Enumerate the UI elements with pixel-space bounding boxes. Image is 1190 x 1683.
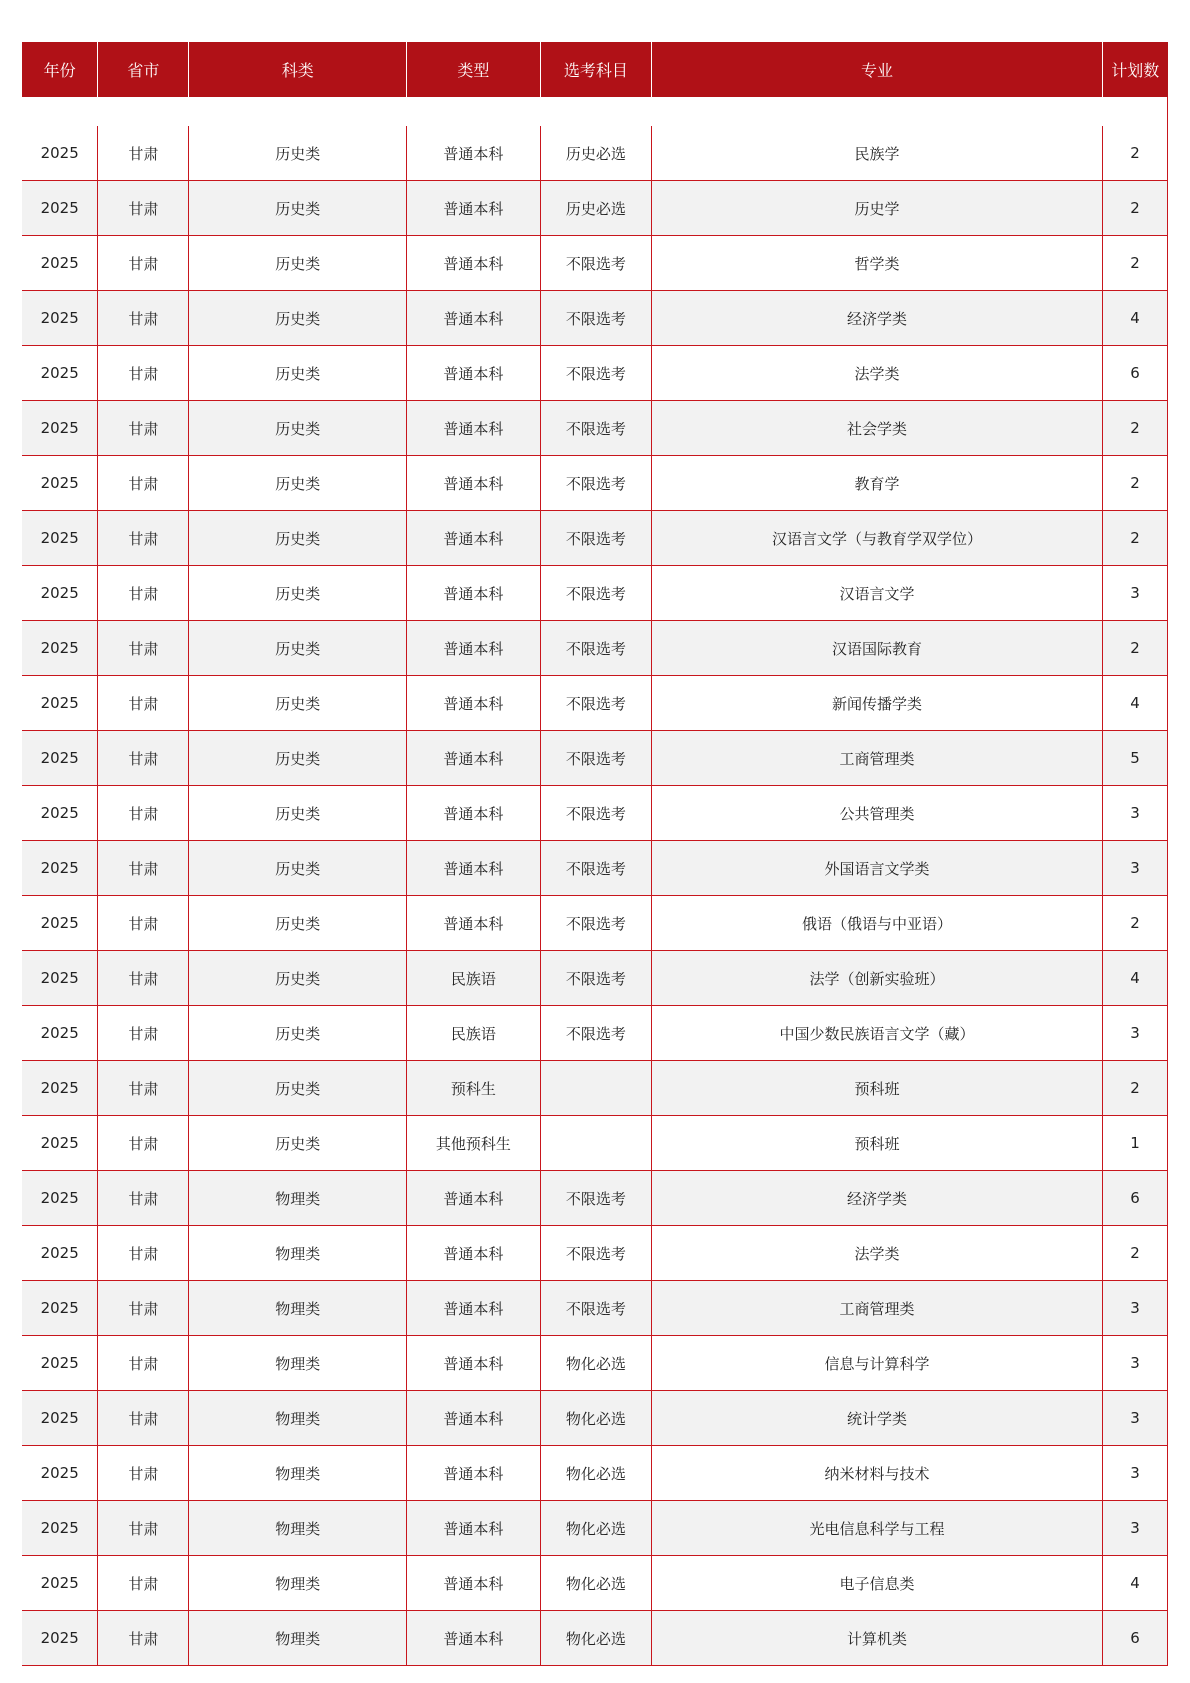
cell-plan-count: 3	[1102, 1391, 1167, 1446]
cell-major: 法学类	[652, 1226, 1103, 1281]
cell-type: 普通本科	[407, 291, 540, 346]
cell-required-subjects: 历史必选	[540, 126, 652, 181]
cell-province: 甘肃	[98, 896, 189, 951]
cell-province: 甘肃	[98, 676, 189, 731]
table-row	[22, 1556, 1168, 1611]
cell-type: 普通本科	[407, 1556, 540, 1611]
cell-required-subjects: 物化必选	[540, 1446, 652, 1501]
cell-province: 甘肃	[98, 1116, 189, 1171]
cell-required-subjects: 不限选考	[540, 951, 652, 1006]
cell-plan-count: 3	[1102, 1006, 1167, 1061]
cell-province: 甘肃	[98, 346, 189, 401]
cell-plan-count: 3	[1102, 1281, 1167, 1336]
cell-type: 普通本科	[407, 786, 540, 841]
cell-subject-category: 物理类	[189, 1556, 407, 1611]
header-plan-count: 计划数	[1102, 42, 1167, 97]
cell-subject-category: 物理类	[189, 1281, 407, 1336]
cell-province: 甘肃	[98, 566, 189, 621]
cell-subject-category: 历史类	[189, 676, 407, 731]
cell-required-subjects: 不限选考	[540, 456, 652, 511]
cell-required-subjects: 不限选考	[540, 401, 652, 456]
cell-year: 2025	[22, 786, 98, 841]
cell-year: 2025	[22, 896, 98, 951]
cell-required-subjects: 物化必选	[540, 1336, 652, 1391]
table-row	[22, 786, 1168, 841]
table-row	[22, 456, 1168, 511]
cell-year: 2025	[22, 951, 98, 1006]
cell-subject-category: 历史类	[189, 1116, 407, 1171]
cell-subject-category: 历史类	[189, 291, 407, 346]
cell-plan-count: 2	[1102, 236, 1167, 291]
cell-plan-count: 4	[1102, 291, 1167, 346]
table-body	[22, 97, 1168, 1666]
cell-subject-category: 历史类	[189, 841, 407, 896]
cell-type: 普通本科	[407, 126, 540, 181]
cell-type: 民族语	[407, 951, 540, 1006]
cell-required-subjects: 不限选考	[540, 346, 652, 401]
cell-year: 2025	[22, 1226, 98, 1281]
cell-required-subjects: 物化必选	[540, 1556, 652, 1611]
table-header	[22, 42, 1168, 97]
cell-major: 法学（创新实验班）	[652, 951, 1103, 1006]
cell-plan-count: 1	[1102, 1116, 1167, 1171]
cell-major: 信息与计算科学	[652, 1336, 1103, 1391]
cell-plan-count: 5	[1102, 731, 1167, 786]
cell-required-subjects: 不限选考	[540, 1006, 652, 1061]
enrollment-plan-table	[22, 42, 1168, 1666]
cell-major: 电子信息类	[652, 1556, 1103, 1611]
cell-required-subjects: 物化必选	[540, 1501, 652, 1556]
table-row	[22, 1391, 1168, 1446]
cell-province: 甘肃	[98, 511, 189, 566]
cell-subject-category: 物理类	[189, 1446, 407, 1501]
cell-required-subjects: 不限选考	[540, 1171, 652, 1226]
cell-required-subjects: 不限选考	[540, 511, 652, 566]
cell-year: 2025	[22, 291, 98, 346]
cell-plan-count: 4	[1102, 1556, 1167, 1611]
cell-plan-count: 3	[1102, 1336, 1167, 1391]
cell-major: 新闻传播学类	[652, 676, 1103, 731]
cell-province: 甘肃	[98, 841, 189, 896]
table-row	[22, 1061, 1168, 1116]
cell-major: 汉语国际教育	[652, 621, 1103, 676]
cell-subject-category: 历史类	[189, 786, 407, 841]
cell-year: 2025	[22, 621, 98, 676]
header-year: 年份	[22, 42, 98, 97]
cell-plan-count: 3	[1102, 1446, 1167, 1501]
cell-type: 普通本科	[407, 1611, 540, 1666]
cell-required-subjects: 不限选考	[540, 676, 652, 731]
cell-major: 历史学	[652, 181, 1103, 236]
cell-province: 甘肃	[98, 1501, 189, 1556]
cell-subject-category: 历史类	[189, 126, 407, 181]
table-row	[22, 951, 1168, 1006]
cell-type: 普通本科	[407, 511, 540, 566]
cell-type: 普通本科	[407, 236, 540, 291]
cell-subject-category: 历史类	[189, 456, 407, 511]
header-row	[22, 42, 1168, 97]
cell-required-subjects: 不限选考	[540, 731, 652, 786]
cell-type: 普通本科	[407, 676, 540, 731]
cell-type: 普通本科	[407, 1171, 540, 1226]
cell-province: 甘肃	[98, 456, 189, 511]
cell-type: 普通本科	[407, 401, 540, 456]
cell-province: 甘肃	[98, 181, 189, 236]
cell-type: 普通本科	[407, 896, 540, 951]
cell-major: 汉语言文学	[652, 566, 1103, 621]
cell-plan-count: 4	[1102, 951, 1167, 1006]
cell-province: 甘肃	[98, 1281, 189, 1336]
header-province: 省市	[98, 42, 189, 97]
cell-province: 甘肃	[98, 291, 189, 346]
table-row	[22, 841, 1168, 896]
cell-major: 中国少数民族语言文学（藏）	[652, 1006, 1103, 1061]
cell-required-subjects	[540, 1116, 652, 1171]
cell-required-subjects: 历史必选	[540, 181, 652, 236]
cell-major: 教育学	[652, 456, 1103, 511]
cell-subject-category: 历史类	[189, 181, 407, 236]
header-major: 专业	[652, 42, 1103, 97]
cell-type: 普通本科	[407, 566, 540, 621]
cell-year: 2025	[22, 1391, 98, 1446]
cell-subject-category: 物理类	[189, 1336, 407, 1391]
cell-required-subjects: 不限选考	[540, 291, 652, 346]
cell-province: 甘肃	[98, 1226, 189, 1281]
cell-major: 社会学类	[652, 401, 1103, 456]
cell-type: 民族语	[407, 1006, 540, 1061]
cell-plan-count: 2	[1102, 126, 1167, 181]
cell-subject-category: 物理类	[189, 1391, 407, 1446]
cell-province: 甘肃	[98, 1171, 189, 1226]
cell-year: 2025	[22, 181, 98, 236]
cell-year: 2025	[22, 126, 98, 181]
cell-subject-category: 历史类	[189, 951, 407, 1006]
cell-major: 工商管理类	[652, 731, 1103, 786]
cell-plan-count: 3	[1102, 841, 1167, 896]
cell-year: 2025	[22, 1171, 98, 1226]
cell-plan-count: 3	[1102, 566, 1167, 621]
cell-subject-category: 历史类	[189, 621, 407, 676]
cell-type: 其他预科生	[407, 1116, 540, 1171]
table-row	[22, 676, 1168, 731]
cell-required-subjects: 物化必选	[540, 1391, 652, 1446]
cell-required-subjects: 不限选考	[540, 841, 652, 896]
cell-plan-count: 6	[1102, 1611, 1167, 1666]
table-row	[22, 1226, 1168, 1281]
header-subject-category: 科类	[189, 42, 407, 97]
table-row	[22, 621, 1168, 676]
cell-type: 普通本科	[407, 731, 540, 786]
table-row	[22, 401, 1168, 456]
cell-major: 公共管理类	[652, 786, 1103, 841]
cell-province: 甘肃	[98, 1446, 189, 1501]
cell-type: 普通本科	[407, 346, 540, 401]
cell-required-subjects: 不限选考	[540, 1226, 652, 1281]
cell-province: 甘肃	[98, 1006, 189, 1061]
table-row	[22, 1611, 1168, 1666]
cell-type: 普通本科	[407, 841, 540, 896]
cell-subject-category: 物理类	[189, 1611, 407, 1666]
cell-type: 普通本科	[407, 1501, 540, 1556]
table-row	[22, 1446, 1168, 1501]
cell-province: 甘肃	[98, 1391, 189, 1446]
cell-year: 2025	[22, 1446, 98, 1501]
table-row	[22, 181, 1168, 236]
cell-year: 2025	[22, 401, 98, 456]
cell-plan-count: 6	[1102, 1171, 1167, 1226]
cell-province: 甘肃	[98, 126, 189, 181]
cell-year: 2025	[22, 731, 98, 786]
table-row	[22, 1336, 1168, 1391]
cell-subject-category: 历史类	[189, 1061, 407, 1116]
cell-province: 甘肃	[98, 401, 189, 456]
table-row	[22, 896, 1168, 951]
cell-major: 计算机类	[652, 1611, 1103, 1666]
table-row	[22, 1171, 1168, 1226]
table-row	[22, 126, 1168, 181]
table-row	[22, 731, 1168, 786]
cell-major: 光电信息科学与工程	[652, 1501, 1103, 1556]
cell-required-subjects: 不限选考	[540, 896, 652, 951]
cell-plan-count: 6	[1102, 346, 1167, 401]
table-row	[22, 1006, 1168, 1061]
cell-major: 汉语言文学（与教育学双学位）	[652, 511, 1103, 566]
cell-subject-category: 物理类	[189, 1171, 407, 1226]
cell-year: 2025	[22, 1336, 98, 1391]
table-row	[22, 1501, 1168, 1556]
cell-province: 甘肃	[98, 786, 189, 841]
cell-plan-count: 2	[1102, 181, 1167, 236]
cell-plan-count: 2	[1102, 896, 1167, 951]
cell-type: 普通本科	[407, 1446, 540, 1501]
cell-plan-count: 3	[1102, 1501, 1167, 1556]
cell-type: 普通本科	[407, 1226, 540, 1281]
cell-major: 预科班	[652, 1116, 1103, 1171]
table-row	[22, 511, 1168, 566]
table-row	[22, 566, 1168, 621]
cell-required-subjects: 物化必选	[540, 1611, 652, 1666]
header-type: 类型	[407, 42, 540, 97]
table-row	[22, 1281, 1168, 1336]
cell-province: 甘肃	[98, 951, 189, 1006]
cell-type: 普通本科	[407, 1391, 540, 1446]
cell-subject-category: 历史类	[189, 511, 407, 566]
cell-province: 甘肃	[98, 1336, 189, 1391]
cell-plan-count: 2	[1102, 456, 1167, 511]
cell-plan-count: 4	[1102, 676, 1167, 731]
cell-year: 2025	[22, 566, 98, 621]
cell-type: 普通本科	[407, 456, 540, 511]
cell-required-subjects: 不限选考	[540, 236, 652, 291]
cell-year: 2025	[22, 1006, 98, 1061]
cell-subject-category: 历史类	[189, 1006, 407, 1061]
cell-year: 2025	[22, 676, 98, 731]
cell-year: 2025	[22, 1116, 98, 1171]
cell-major: 法学类	[652, 346, 1103, 401]
cell-major: 统计学类	[652, 1391, 1103, 1446]
cell-required-subjects: 不限选考	[540, 1281, 652, 1336]
cell-type: 普通本科	[407, 1281, 540, 1336]
cell-province: 甘肃	[98, 1556, 189, 1611]
cell-province: 甘肃	[98, 236, 189, 291]
cell-type: 预科生	[407, 1061, 540, 1116]
cell-year: 2025	[22, 1501, 98, 1556]
cell-major: 预科班	[652, 1061, 1103, 1116]
cell-year: 2025	[22, 1061, 98, 1116]
cell-major: 外国语言文学类	[652, 841, 1103, 896]
cell-plan-count: 2	[1102, 511, 1167, 566]
cell-plan-count: 2	[1102, 401, 1167, 456]
header-required-subjects: 选考科目	[540, 42, 652, 97]
cell-subject-category: 历史类	[189, 566, 407, 621]
cell-major: 哲学类	[652, 236, 1103, 291]
table-row	[22, 291, 1168, 346]
cell-type: 普通本科	[407, 621, 540, 676]
cell-plan-count: 2	[1102, 1061, 1167, 1116]
cell-subject-category: 历史类	[189, 896, 407, 951]
cell-year: 2025	[22, 841, 98, 896]
cell-major: 经济学类	[652, 291, 1103, 346]
cell-plan-count: 3	[1102, 786, 1167, 841]
cell-province: 甘肃	[98, 1611, 189, 1666]
cell-province: 甘肃	[98, 731, 189, 786]
cell-major: 民族学	[652, 126, 1103, 181]
table-row	[22, 1116, 1168, 1171]
cell-year: 2025	[22, 346, 98, 401]
cell-subject-category: 物理类	[189, 1226, 407, 1281]
cell-province: 甘肃	[98, 621, 189, 676]
cell-year: 2025	[22, 1556, 98, 1611]
cell-required-subjects: 不限选考	[540, 786, 652, 841]
cell-subject-category: 历史类	[189, 346, 407, 401]
cell-type: 普通本科	[407, 1336, 540, 1391]
enrollment-plan-table-container	[22, 42, 1168, 1666]
cell-major: 经济学类	[652, 1171, 1103, 1226]
cell-year: 2025	[22, 511, 98, 566]
cell-subject-category: 历史类	[189, 401, 407, 456]
cell-type: 普通本科	[407, 181, 540, 236]
cell-required-subjects: 不限选考	[540, 621, 652, 676]
cell-subject-category: 历史类	[189, 236, 407, 291]
cell-plan-count: 2	[1102, 621, 1167, 676]
cell-province: 甘肃	[98, 1061, 189, 1116]
cell-required-subjects: 不限选考	[540, 566, 652, 621]
cell-subject-category: 物理类	[189, 1501, 407, 1556]
table-row	[22, 346, 1168, 401]
cell-major: 俄语（俄语与中亚语）	[652, 896, 1103, 951]
cell-year: 2025	[22, 236, 98, 291]
cell-major: 纳米材料与技术	[652, 1446, 1103, 1501]
cell-year: 2025	[22, 1281, 98, 1336]
cell-required-subjects	[540, 1061, 652, 1116]
cell-year: 2025	[22, 456, 98, 511]
header-gap	[22, 97, 1168, 126]
cell-major: 工商管理类	[652, 1281, 1103, 1336]
table-row	[22, 236, 1168, 291]
cell-year: 2025	[22, 1611, 98, 1666]
cell-subject-category: 历史类	[189, 731, 407, 786]
cell-plan-count: 2	[1102, 1226, 1167, 1281]
